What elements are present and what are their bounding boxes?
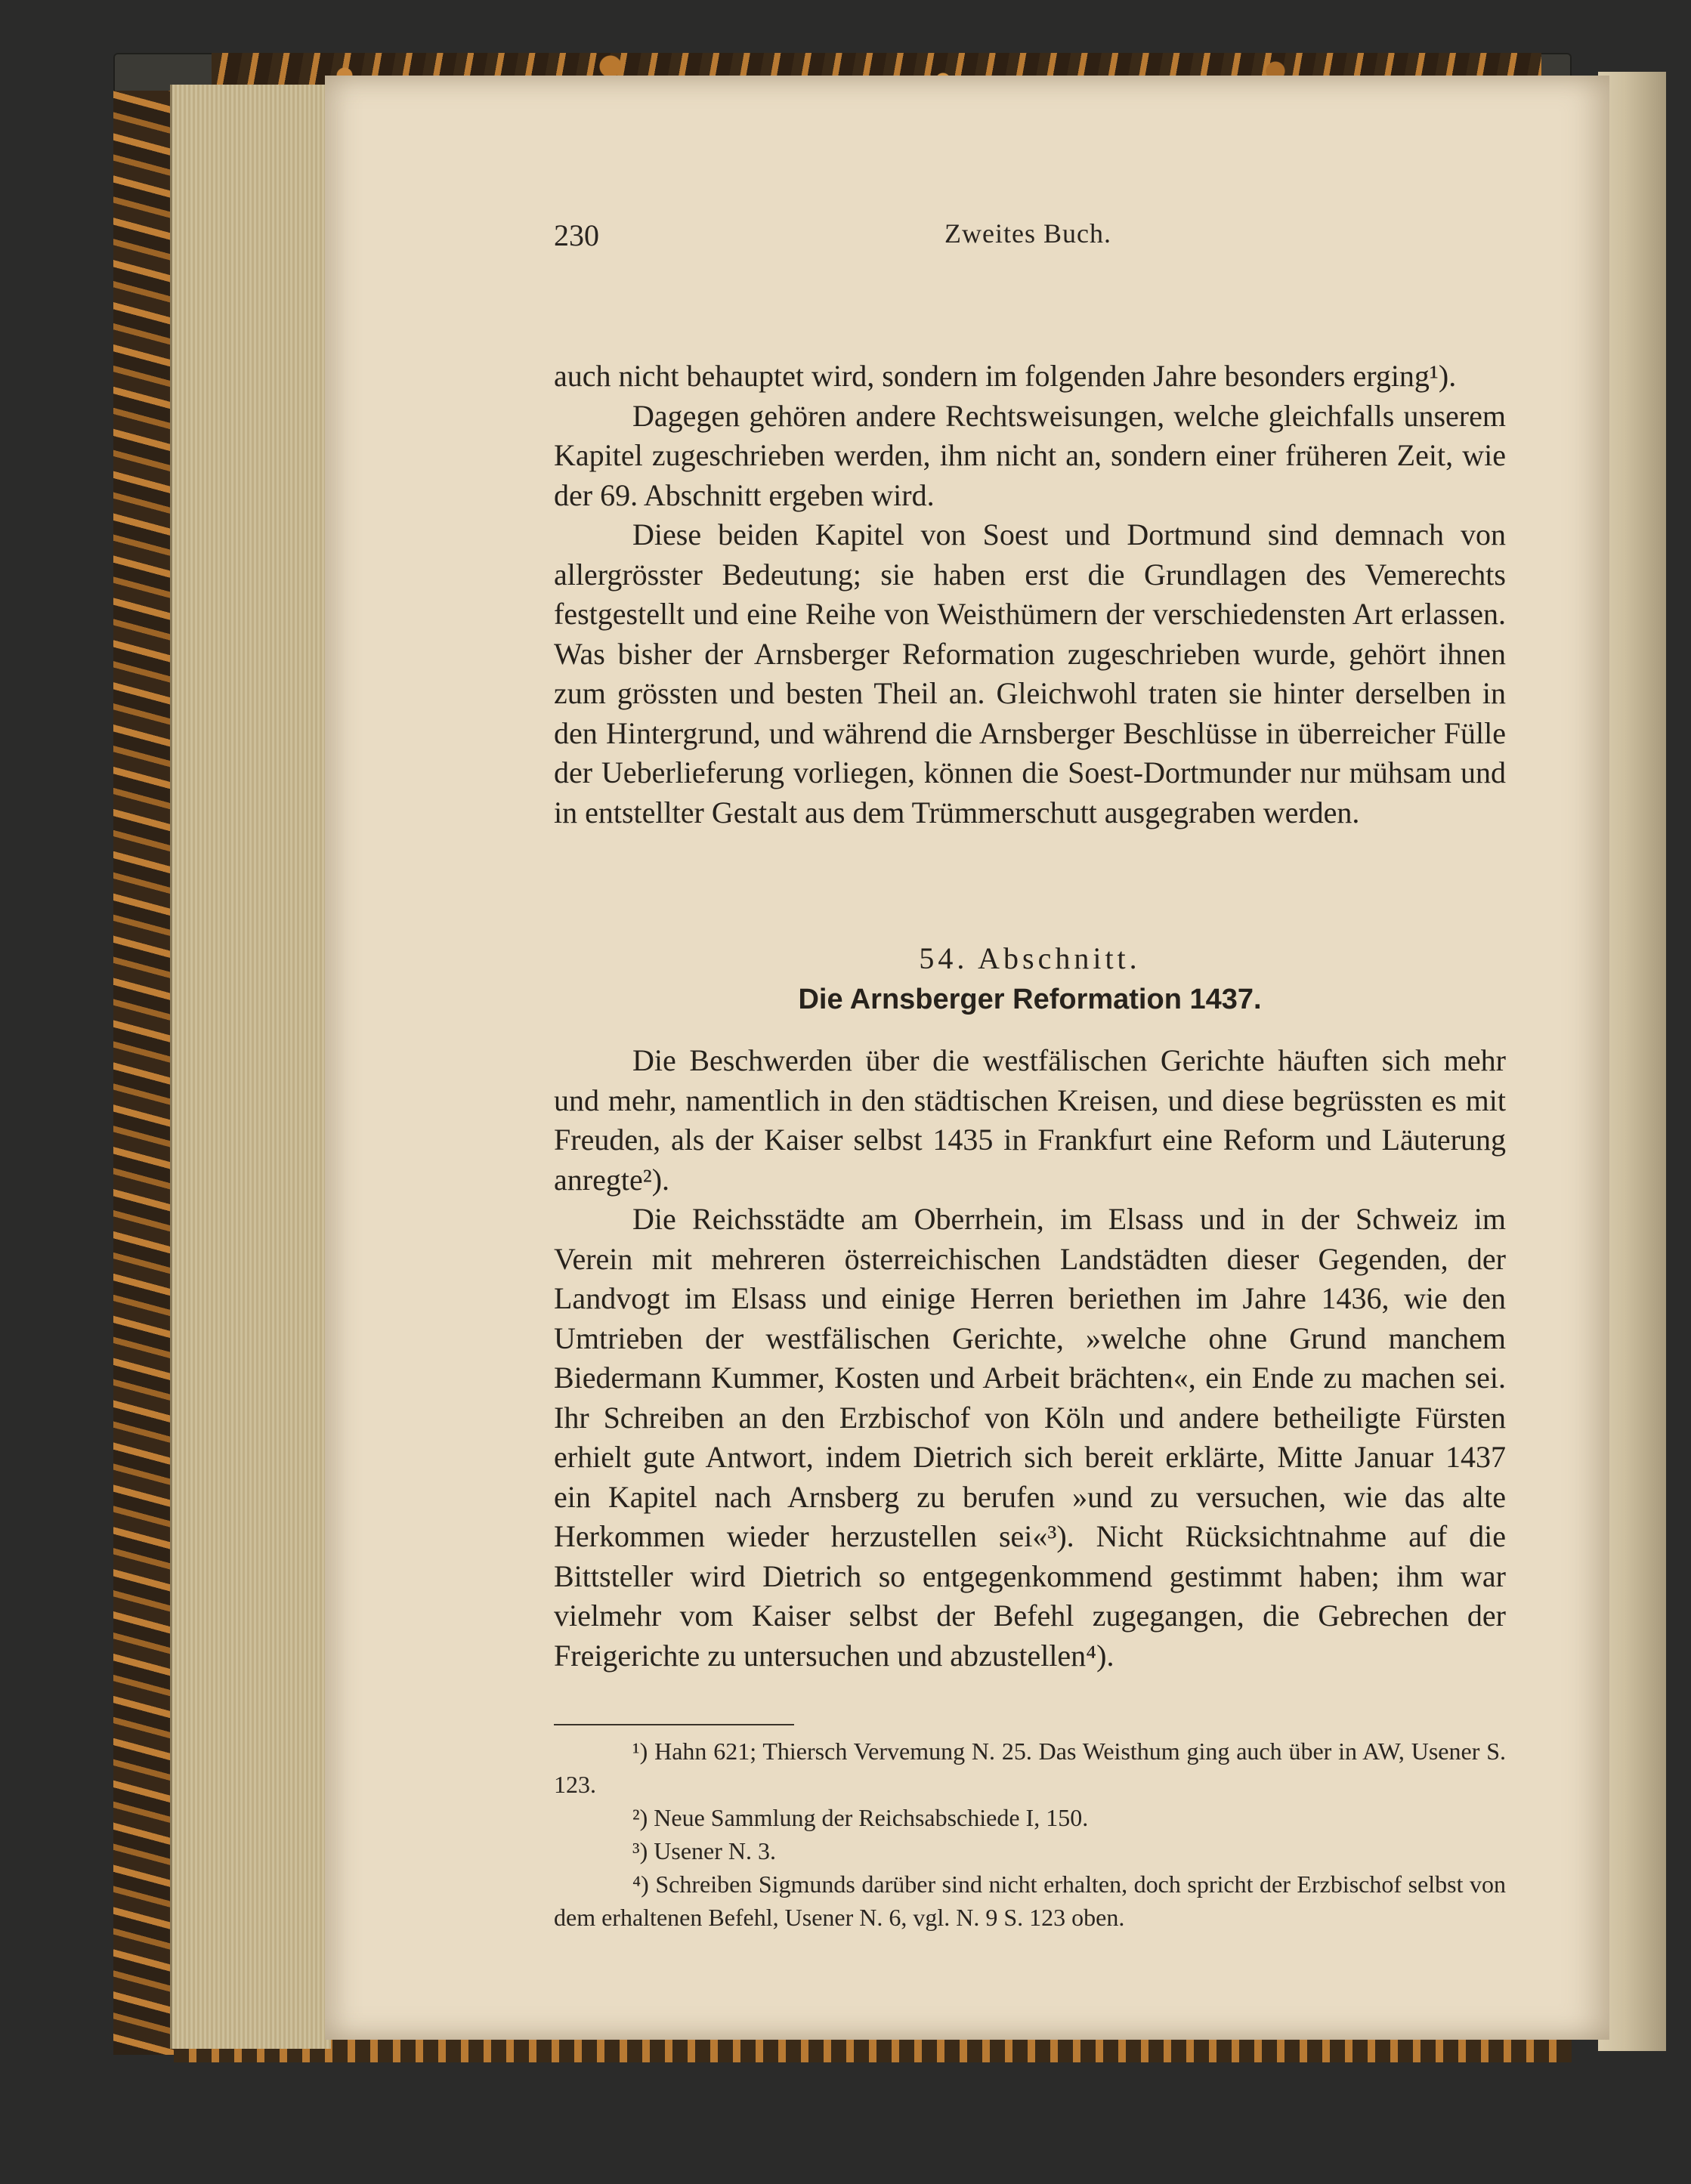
paragraph: Die Beschwerden über die westfälischen Gerichte häuften sich mehr und mehr, namentlich in den städtischen Kreisen, und diese begrüssten es mit Freuden, als der Kaiser selbst 1435 in Frankfurt eine Reform und Läuterung anregte²). — [554, 1043, 1506, 1197]
page-number: 230 — [554, 218, 599, 252]
section-title: Die Arnsberger Reformation 1437. — [798, 984, 1262, 1015]
footnote: ⁴) Schreiben Sigmunds darüber sind nicht erhalten, doch spricht der Erzbischof selbst von dem erhaltenen Befehl, Usener N. 6, vgl. N. 9 S. 123 oben. — [554, 1870, 1506, 1931]
body-text-top — [554, 357, 1506, 833]
paragraph: Die Reichsstädte am Oberrhein, im Elsass und in der Schweiz im Verein mit mehreren österreichischen Landstädten dieser Gegenden, der Landvogt im Elsass und einige Herren beriethen im Jahre 1436, wie den Umtrieben der westfälischen Gerichte, »welche ohne Grund manchem Biedermann Kummer, Kosten und Arbeit brächten«, ein Ende zu machen sei. Ihr Schreiben an den Erzbischof von Köln und andere betheiligte Fürsten erhielt gute Antwort, indem Dietrich sich bereit erklärte, Mitte Januar 1437 ein Kapitel nach Arnsberg zu berufen »und zu versuchen, wie das alte Herkommen wieder herzustellen sei«³). Nicht Rücksichtnahme auf die Bittsteller wird Dietrich so entgegenkommend gestimmt haben; ihm war vielmehr vom Kaiser selbst der Befehl zugegangen, die Gebrechen der Freigerichte zu untersuchen und abzustellen⁴). — [554, 1202, 1506, 1673]
paragraph: auch nicht behauptet wird, sondern im folgenden Jahre besonders erging¹). — [554, 359, 1457, 393]
body-text-bottom — [554, 1041, 1506, 1676]
footnote: ³) Usener N. 3. — [632, 1837, 776, 1864]
section-number: 54. Abschnitt. — [919, 941, 1141, 975]
page-block-edges — [170, 85, 331, 2049]
page-header — [325, 218, 1609, 263]
running-head: Zweites Buch. — [944, 218, 1111, 249]
footnotes — [554, 1735, 1506, 1934]
paragraph: Dagegen gehören andere Rechtsweisungen, welche gleichfalls unserem Kapitel zugeschrieben werden, ihm nicht an, sondern einer früheren Zeit, wie der 69. Abschnitt ergeben wird. — [554, 398, 1506, 512]
footnote-rule — [554, 1724, 794, 1725]
footnote: ²) Neue Sammlung der Reichsabschiede I, 150. — [632, 1804, 1089, 1831]
footnote: ¹) Hahn 621; Thiersch Vervemung N. 25. Das Weisthum ging auch über in AW, Usener S. 123. — [554, 1738, 1506, 1798]
book-page — [325, 76, 1609, 2040]
paragraph: Diese beiden Kapitel von Soest und Dortmund sind demnach von allergrösster Bedeutung; sie haben erst die Grundlagen des Vemerechts festgestellt und eine Reihe von Weisthümern der verschiedensten Art erlassen. Was bisher der Arnsberger Reformation zugeschrieben wurde, gehört ihnen zum grössten und besten Theil an. Gleichwohl traten sie hinter derselben in den Hintergrund, und während die Arnsberger Beschlüsse in überreicher Fülle der Ueberlieferung vorliegen, können die Soest-Dortmunder nur mühsam und in entstellter Gestalt aus dem Trümmerschutt ausgegraben werden. — [554, 517, 1506, 829]
